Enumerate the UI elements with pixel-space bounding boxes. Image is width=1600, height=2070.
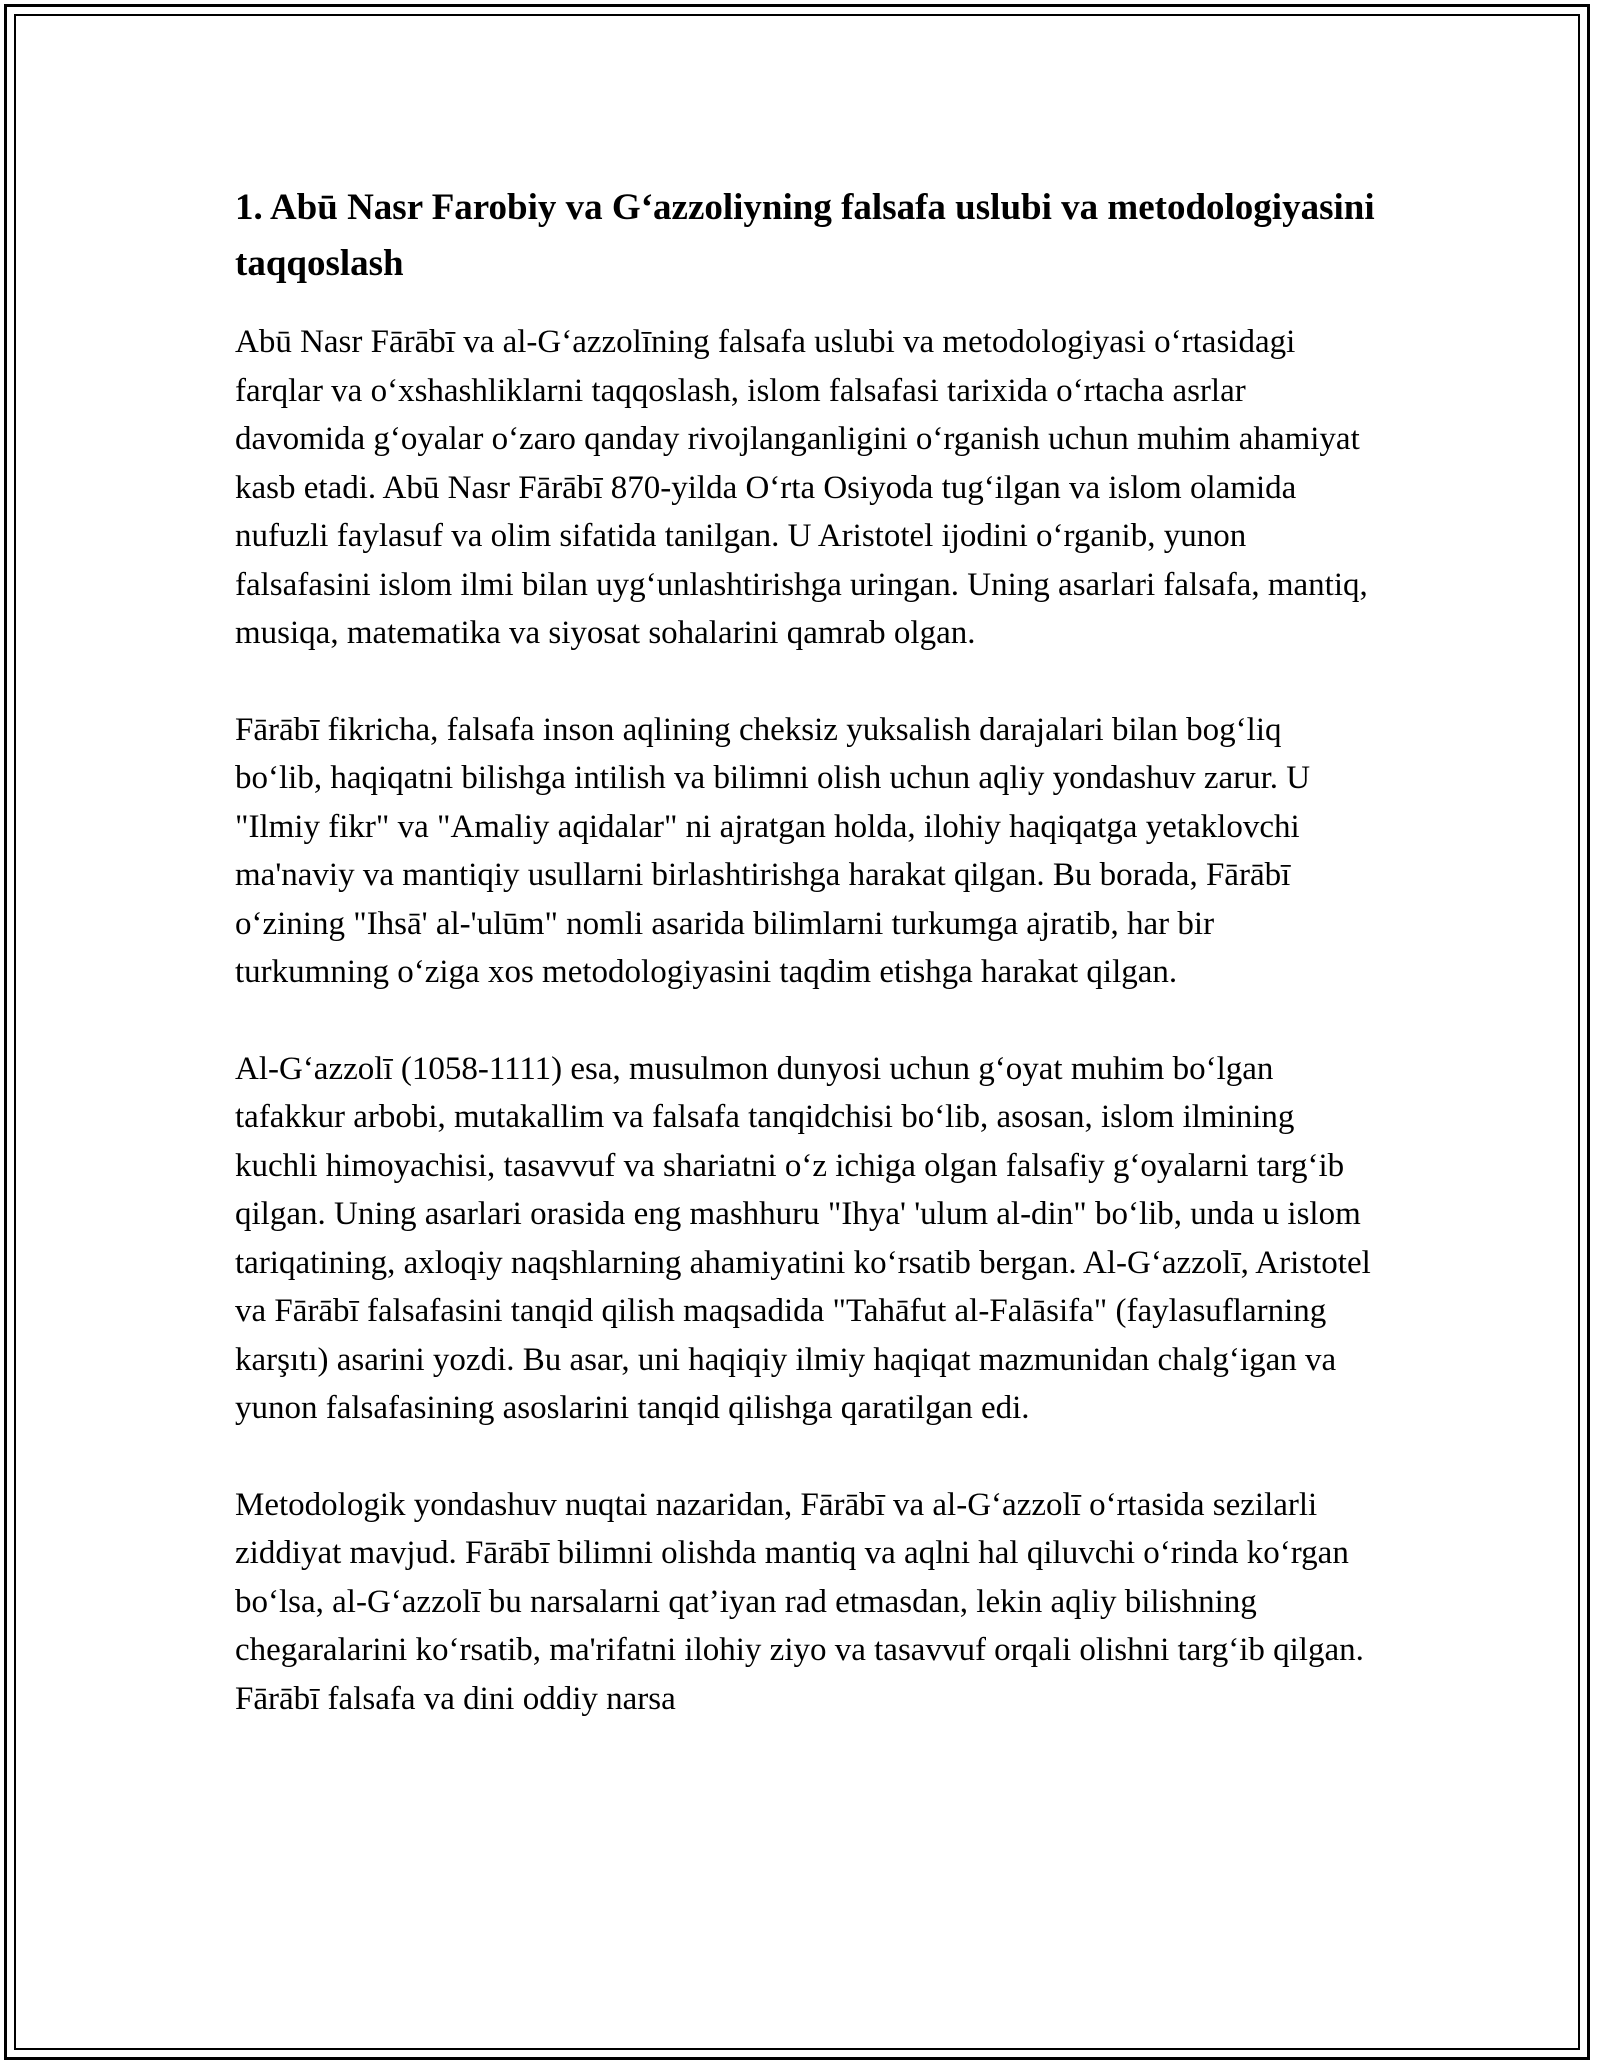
paragraph-ghazali: Al-G‘azzolī (1058-1111) esa, musulmon dunyosi uchun g‘oyat muhim bo‘lgan tafakkur arbobi, mutakallim va falsafa tanqidchisi bo‘lib, asosan, islom ilmining kuchli himoyachisi, tasavvuf va shariatni o‘z ichiga olgan falsafiy g‘oyalarni targ‘ib qilgan. Uning asarlari orasida eng mashhuru "Ihya' 'ulum al-din" bo‘lib, unda u islom tariqatining, axloqiy naqshlarning ahamiyatini ko‘rsatib bergan. Al-G‘azzolī, Aristotel va Fārābī falsafasini tanqid qilish maqsadida "Tahāfut al-Falāsifa" (faylasuflarning karşıtı) asarini yozdi. Bu asar, uni haqiqiy ilmiy haqiqat mazmunidan chalg‘igan va yunon falsafasining asoslarini tanqid qilishga qaratilgan edi. — [235, 1050, 1371, 1426]
paragraph-intro: Abū Nasr Fārābī va al-G‘azzolīning falsafa uslubi va metodologiyasi o‘rtasidagi farqlar va o‘xshashliklarni taqqoslash, islom falsafasi tarixida o‘rtacha asrlar davomida g‘oyalar o‘zaro qanday rivojlanganligini o‘rganish uchun muhim ahamiyat kasb etadi. Abū Nasr Fārābī 870-yilda O‘rta Osiyoda tug‘ilgan va islom olamida nufuzli faylasuf va olim sifatida tanilgan. U Aristotel ijodini o‘rganib, yunon falsafasini islom ilmi bilan uyg‘unlashtirishga uringan. Uning asarlari falsafa, mantiq, musiqa, matematika va siyosat sohalarini qamrab olgan. — [235, 324, 1368, 651]
document-body — [235, 180, 1375, 1771]
paragraph-methodology: Metodologik yondashuv nuqtai nazaridan, Fārābī va al-G‘azzolī o‘rtasida sezilarli ziddiyat mavjud. Fārābī bilimni olishda mantiq va aqlni hal qiluvchi o‘rinda ko‘rgan bo‘lsa, al-G‘azzolī bu narsalarni qat’iyan rad etmasdan, lekin aqliy bilishning chegaralarini ko‘rsatib, ma'rifatni ilohiy ziyo va tasavvuf orqali olishni targ‘ib qilgan. Fārābī falsafa va dini oddiy narsa — [235, 1486, 1364, 1717]
paragraph-farabi: Fārābī fikricha, falsafa inson aqlining cheksiz yuksalish darajalari bilan bog‘liq bo‘lib, haqiqatni bilishga intilish va bilimni olish uchun aqliy yondashuv zarur. U "Ilmiy fikr" va "Amaliy aqidalar" ni ajratgan holda, ilohiy haqiqatga yetaklovchi ma'naviy va mantiqiy usullarni birlashtirishga harakat qilgan. Bu borada, Fārābī o‘zining "Ihsā' al-'ulūm" nomli asarida bilimlarni turkumga ajratib, har bir turkumning o‘ziga xos metodologiyasini taqdim etishga harakat qilgan. — [235, 711, 1311, 990]
section-heading: 1. Abū Nasr Farobiy va G‘azzoliyning falsafa uslubi va metodologiyasini taqqoslash — [235, 187, 1375, 284]
